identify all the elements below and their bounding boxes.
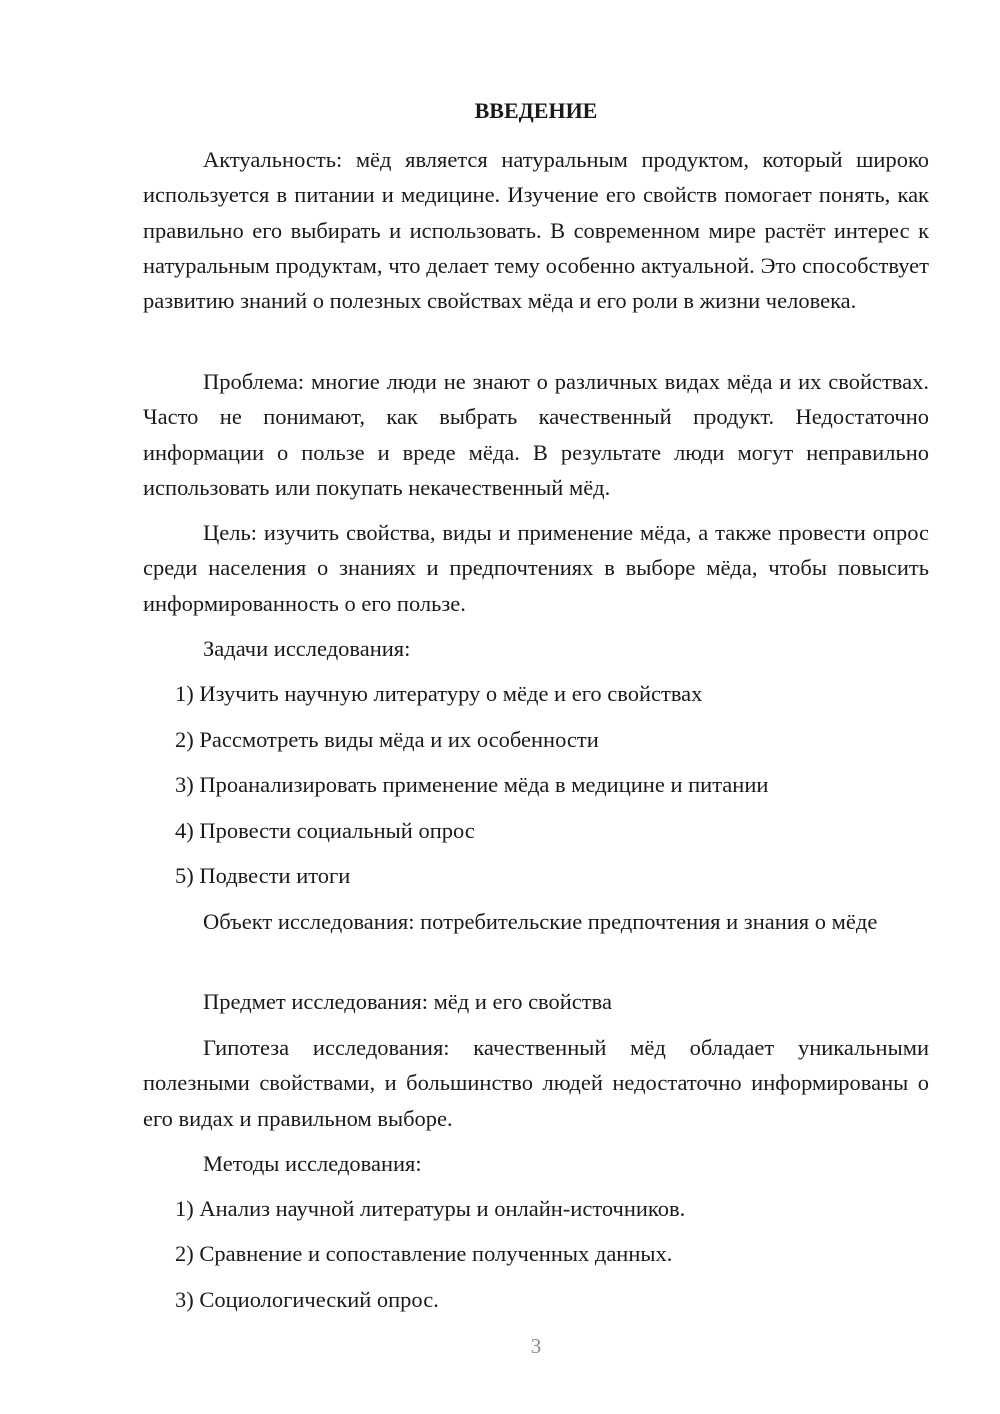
relevance-paragraph: Актуальность: мёд является натуральным продуктом, который широко используется в питании и медицине. Изучение его свойств помогает понять, как правильно его выбирать и использовать. В современном мире растёт интерес к натуральным продуктам, что делает тему особенно актуальной. Это способствует развитию знаний о полезных свойствах мёда и его роли в жизни человека.: [143, 147, 929, 314]
method-item: 1) Анализ научной литературы и онлайн-источников.: [175, 1196, 686, 1221]
method-item: 2) Сравнение и сопоставление полученных данных.: [175, 1241, 673, 1266]
task-item: 1) Изучить научную литературу о мёде и его свойствах: [175, 681, 703, 706]
task-item: 3) Проанализировать применение мёда в медицине и питании: [175, 772, 769, 797]
task-item: 5) Подвести итоги: [175, 863, 351, 888]
goal-paragraph: Цель: изучить свойства, виды и применение мёда, а также провести опрос среди населения о знаниях и предпочтениях в выборе мёда, чтобы повысить информированность о его пользе.: [143, 520, 929, 616]
object-paragraph: Объект исследования: потребительские предпочтения и знания о мёде: [203, 909, 878, 934]
task-item: 2) Рассмотреть виды мёда и их особенности: [175, 727, 599, 752]
subject-paragraph: Предмет исследования: мёд и его свойства: [203, 989, 612, 1014]
hypothesis-paragraph: Гипотеза исследования: качественный мёд обладает уникальными полезными свойствами, и большинство людей недостаточно информированы о его видах и правильном выборе.: [143, 1035, 929, 1131]
page-number: 3: [530, 1334, 542, 1358]
problem-paragraph: Проблема: многие люди не знают о различных видах мёда и их свойствах. Часто не понимают, как выбрать качественный продукт. Недостаточно информации о пользе и вреде мёда. В результате люди могут неправильно использовать или покупать некачественный мёд.: [143, 369, 929, 500]
methods-heading: Методы исследования:: [203, 1151, 422, 1176]
task-item: 4) Провести социальный опрос: [175, 818, 475, 843]
method-item: 3) Социологический опрос.: [175, 1287, 439, 1312]
tasks-heading: Задачи исследования:: [203, 636, 411, 661]
page-title: ВВЕДЕНИЕ: [474, 98, 598, 123]
